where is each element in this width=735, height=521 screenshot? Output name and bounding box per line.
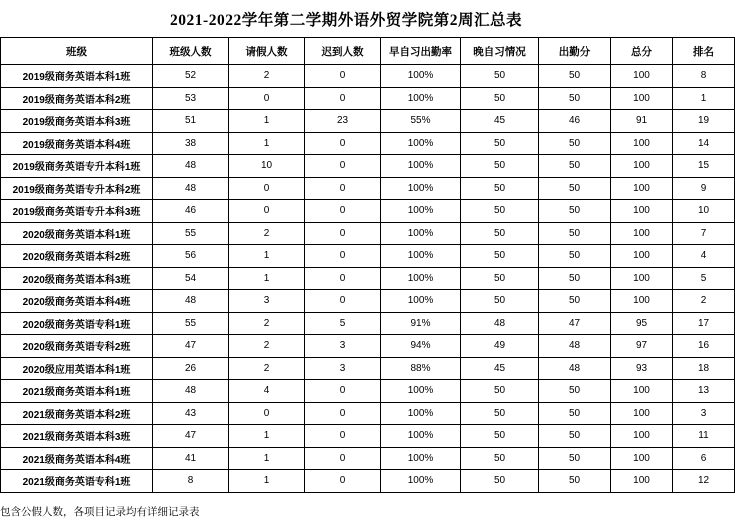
- cell-class: 2019级商务英语专升本科1班: [1, 155, 153, 178]
- cell-late-count: 5: [305, 312, 381, 335]
- cell-class: 2021级商务英语本科2班: [1, 402, 153, 425]
- cell-total-score: 91: [611, 110, 673, 133]
- cell-attendance-score: 47: [539, 312, 611, 335]
- cell-class: 2020级应用英语本科1班: [1, 357, 153, 380]
- cell-rank: 1: [673, 87, 735, 110]
- column-header-attendance-score: 出勤分: [539, 38, 611, 65]
- cell-class-size: 48: [153, 177, 229, 200]
- cell-leave-count: 2: [229, 222, 305, 245]
- table-row: [1, 110, 735, 133]
- cell-leave-count: 0: [229, 87, 305, 110]
- cell-leave-count: 10: [229, 155, 305, 178]
- table-row: [1, 65, 735, 88]
- cell-leave-count: 0: [229, 402, 305, 425]
- cell-morning-rate: 100%: [381, 290, 461, 313]
- cell-evening-status: 50: [461, 200, 539, 223]
- cell-attendance-score: 50: [539, 200, 611, 223]
- table-row: [1, 312, 735, 335]
- cell-total-score: 100: [611, 200, 673, 223]
- cell-evening-status: 45: [461, 110, 539, 133]
- cell-class: 2019级商务英语本科3班: [1, 110, 153, 133]
- cell-evening-status: 50: [461, 402, 539, 425]
- cell-total-score: 100: [611, 132, 673, 155]
- cell-evening-status: 50: [461, 222, 539, 245]
- cell-rank: 3: [673, 402, 735, 425]
- summary-table: [0, 37, 735, 493]
- cell-attendance-score: 48: [539, 335, 611, 358]
- cell-leave-count: 1: [229, 470, 305, 493]
- cell-class-size: 48: [153, 155, 229, 178]
- cell-evening-status: 50: [461, 155, 539, 178]
- cell-class: 2021级商务英语本科3班: [1, 425, 153, 448]
- cell-evening-status: 50: [461, 380, 539, 403]
- cell-morning-rate: 100%: [381, 470, 461, 493]
- cell-class: 2020级商务英语本科2班: [1, 245, 153, 268]
- cell-evening-status: 50: [461, 447, 539, 470]
- cell-rank: 4: [673, 245, 735, 268]
- cell-leave-count: 0: [229, 200, 305, 223]
- table-row: [1, 222, 735, 245]
- cell-late-count: 0: [305, 65, 381, 88]
- cell-leave-count: 4: [229, 380, 305, 403]
- cell-late-count: 0: [305, 155, 381, 178]
- cell-attendance-score: 50: [539, 447, 611, 470]
- cell-leave-count: 1: [229, 245, 305, 268]
- cell-morning-rate: 100%: [381, 200, 461, 223]
- cell-leave-count: 0: [229, 177, 305, 200]
- table-row: [1, 335, 735, 358]
- cell-leave-count: 2: [229, 357, 305, 380]
- cell-total-score: 100: [611, 447, 673, 470]
- cell-total-score: 97: [611, 335, 673, 358]
- cell-evening-status: 50: [461, 245, 539, 268]
- cell-late-count: 0: [305, 290, 381, 313]
- cell-late-count: 3: [305, 335, 381, 358]
- cell-evening-status: 45: [461, 357, 539, 380]
- column-header-total-score: 总分: [611, 38, 673, 65]
- cell-leave-count: 1: [229, 110, 305, 133]
- cell-morning-rate: 100%: [381, 267, 461, 290]
- cell-morning-rate: 100%: [381, 425, 461, 448]
- cell-class-size: 38: [153, 132, 229, 155]
- cell-morning-rate: 100%: [381, 177, 461, 200]
- cell-morning-rate: 100%: [381, 87, 461, 110]
- table-row: [1, 155, 735, 178]
- cell-class: 2019级商务英语本科2班: [1, 87, 153, 110]
- column-header-leave-count: 请假人数: [229, 38, 305, 65]
- cell-attendance-score: 50: [539, 177, 611, 200]
- table-row: [1, 470, 735, 493]
- column-header-evening-status: 晚自习情况: [461, 38, 539, 65]
- cell-rank: 10: [673, 200, 735, 223]
- cell-late-count: 0: [305, 447, 381, 470]
- cell-attendance-score: 50: [539, 470, 611, 493]
- cell-class-size: 47: [153, 425, 229, 448]
- cell-leave-count: 1: [229, 447, 305, 470]
- cell-class: 2019级商务英语本科1班: [1, 65, 153, 88]
- cell-class: 2019级商务英语本科4班: [1, 132, 153, 155]
- cell-evening-status: 50: [461, 87, 539, 110]
- cell-total-score: 95: [611, 312, 673, 335]
- cell-morning-rate: 100%: [381, 222, 461, 245]
- cell-late-count: 0: [305, 245, 381, 268]
- cell-rank: 18: [673, 357, 735, 380]
- cell-rank: 2: [673, 290, 735, 313]
- cell-rank: 13: [673, 380, 735, 403]
- table-header: [1, 38, 735, 65]
- cell-class: 2020级商务英语本科4班: [1, 290, 153, 313]
- cell-class: 2021级商务英语本科1班: [1, 380, 153, 403]
- cell-class-size: 26: [153, 357, 229, 380]
- cell-class: 2020级商务英语本科1班: [1, 222, 153, 245]
- table-row: [1, 425, 735, 448]
- cell-morning-rate: 100%: [381, 245, 461, 268]
- page-title: 2021-2022学年第二学期外语外贸学院第2周汇总表: [170, 12, 522, 29]
- cell-morning-rate: 88%: [381, 357, 461, 380]
- footnote: 包含公假人数，各项目记录均有详细记录表: [0, 506, 200, 518]
- cell-evening-status: 50: [461, 267, 539, 290]
- cell-class-size: 53: [153, 87, 229, 110]
- table-row: [1, 357, 735, 380]
- cell-evening-status: 50: [461, 470, 539, 493]
- cell-attendance-score: 50: [539, 290, 611, 313]
- cell-late-count: 3: [305, 357, 381, 380]
- cell-rank: 17: [673, 312, 735, 335]
- cell-attendance-score: 50: [539, 132, 611, 155]
- cell-class-size: 51: [153, 110, 229, 133]
- cell-total-score: 100: [611, 222, 673, 245]
- cell-late-count: 0: [305, 470, 381, 493]
- cell-class: 2020级商务英语专科1班: [1, 312, 153, 335]
- cell-total-score: 100: [611, 245, 673, 268]
- cell-total-score: 100: [611, 290, 673, 313]
- table-row: [1, 447, 735, 470]
- cell-evening-status: 48: [461, 312, 539, 335]
- cell-class: 2020级商务英语专科2班: [1, 335, 153, 358]
- cell-late-count: 0: [305, 267, 381, 290]
- cell-leave-count: 2: [229, 335, 305, 358]
- cell-total-score: 100: [611, 470, 673, 493]
- cell-late-count: 0: [305, 380, 381, 403]
- cell-class-size: 46: [153, 200, 229, 223]
- cell-total-score: 100: [611, 65, 673, 88]
- cell-total-score: 100: [611, 87, 673, 110]
- cell-evening-status: 50: [461, 177, 539, 200]
- table-header-row: [1, 38, 735, 65]
- cell-rank: 7: [673, 222, 735, 245]
- cell-class-size: 48: [153, 380, 229, 403]
- cell-late-count: 0: [305, 177, 381, 200]
- cell-attendance-score: 50: [539, 222, 611, 245]
- cell-attendance-score: 50: [539, 380, 611, 403]
- table-row: [1, 402, 735, 425]
- table-row: [1, 132, 735, 155]
- cell-morning-rate: 100%: [381, 155, 461, 178]
- cell-rank: 14: [673, 132, 735, 155]
- table-row: [1, 200, 735, 223]
- cell-class-size: 55: [153, 312, 229, 335]
- cell-class-size: 43: [153, 402, 229, 425]
- column-header-rank: 排名: [673, 38, 735, 65]
- cell-total-score: 100: [611, 155, 673, 178]
- cell-class-size: 56: [153, 245, 229, 268]
- cell-morning-rate: 55%: [381, 110, 461, 133]
- cell-attendance-score: 50: [539, 402, 611, 425]
- cell-total-score: 100: [611, 425, 673, 448]
- cell-leave-count: 1: [229, 132, 305, 155]
- cell-total-score: 100: [611, 402, 673, 425]
- cell-attendance-score: 50: [539, 425, 611, 448]
- column-header-class-size: 班级人数: [153, 38, 229, 65]
- cell-late-count: 0: [305, 132, 381, 155]
- cell-attendance-score: 50: [539, 267, 611, 290]
- cell-class-size: 52: [153, 65, 229, 88]
- cell-attendance-score: 50: [539, 87, 611, 110]
- cell-class-size: 55: [153, 222, 229, 245]
- cell-rank: 5: [673, 267, 735, 290]
- table-row: [1, 177, 735, 200]
- cell-evening-status: 49: [461, 335, 539, 358]
- cell-rank: 8: [673, 65, 735, 88]
- cell-late-count: 23: [305, 110, 381, 133]
- cell-rank: 19: [673, 110, 735, 133]
- cell-class-size: 47: [153, 335, 229, 358]
- table-row: [1, 290, 735, 313]
- cell-class: 2021级商务英语本科4班: [1, 447, 153, 470]
- cell-class: 2019级商务英语专升本科2班: [1, 177, 153, 200]
- cell-attendance-score: 46: [539, 110, 611, 133]
- cell-evening-status: 50: [461, 290, 539, 313]
- cell-rank: 16: [673, 335, 735, 358]
- cell-leave-count: 3: [229, 290, 305, 313]
- cell-total-score: 93: [611, 357, 673, 380]
- cell-late-count: 0: [305, 200, 381, 223]
- cell-morning-rate: 94%: [381, 335, 461, 358]
- table-row: [1, 245, 735, 268]
- table-body: [1, 65, 735, 493]
- cell-evening-status: 50: [461, 65, 539, 88]
- cell-class: 2019级商务英语专升本科3班: [1, 200, 153, 223]
- cell-leave-count: 2: [229, 312, 305, 335]
- cell-evening-status: 50: [461, 425, 539, 448]
- cell-morning-rate: 100%: [381, 65, 461, 88]
- cell-late-count: 0: [305, 402, 381, 425]
- table-row: [1, 87, 735, 110]
- cell-morning-rate: 100%: [381, 380, 461, 403]
- cell-rank: 6: [673, 447, 735, 470]
- cell-late-count: 0: [305, 425, 381, 448]
- cell-rank: 15: [673, 155, 735, 178]
- cell-morning-rate: 100%: [381, 402, 461, 425]
- column-header-late-count: 迟到人数: [305, 38, 381, 65]
- cell-class-size: 41: [153, 447, 229, 470]
- cell-morning-rate: 100%: [381, 132, 461, 155]
- cell-total-score: 100: [611, 267, 673, 290]
- cell-rank: 9: [673, 177, 735, 200]
- cell-attendance-score: 50: [539, 155, 611, 178]
- cell-leave-count: 1: [229, 425, 305, 448]
- cell-rank: 11: [673, 425, 735, 448]
- cell-leave-count: 2: [229, 65, 305, 88]
- cell-class-size: 54: [153, 267, 229, 290]
- cell-late-count: 0: [305, 87, 381, 110]
- cell-attendance-score: 50: [539, 245, 611, 268]
- cell-late-count: 0: [305, 222, 381, 245]
- cell-class: 2020级商务英语本科3班: [1, 267, 153, 290]
- cell-attendance-score: 50: [539, 65, 611, 88]
- cell-morning-rate: 100%: [381, 447, 461, 470]
- table-row: [1, 267, 735, 290]
- cell-total-score: 100: [611, 380, 673, 403]
- table-row: [1, 380, 735, 403]
- cell-total-score: 100: [611, 177, 673, 200]
- cell-leave-count: 1: [229, 267, 305, 290]
- cell-class-size: 48: [153, 290, 229, 313]
- column-header-class: 班级: [1, 38, 153, 65]
- cell-morning-rate: 91%: [381, 312, 461, 335]
- cell-attendance-score: 48: [539, 357, 611, 380]
- cell-rank: 12: [673, 470, 735, 493]
- cell-class-size: 8: [153, 470, 229, 493]
- cell-evening-status: 50: [461, 132, 539, 155]
- cell-class: 2021级商务英语专科1班: [1, 470, 153, 493]
- column-header-morning-attendance-rate: 早自习出勤率: [381, 38, 461, 65]
